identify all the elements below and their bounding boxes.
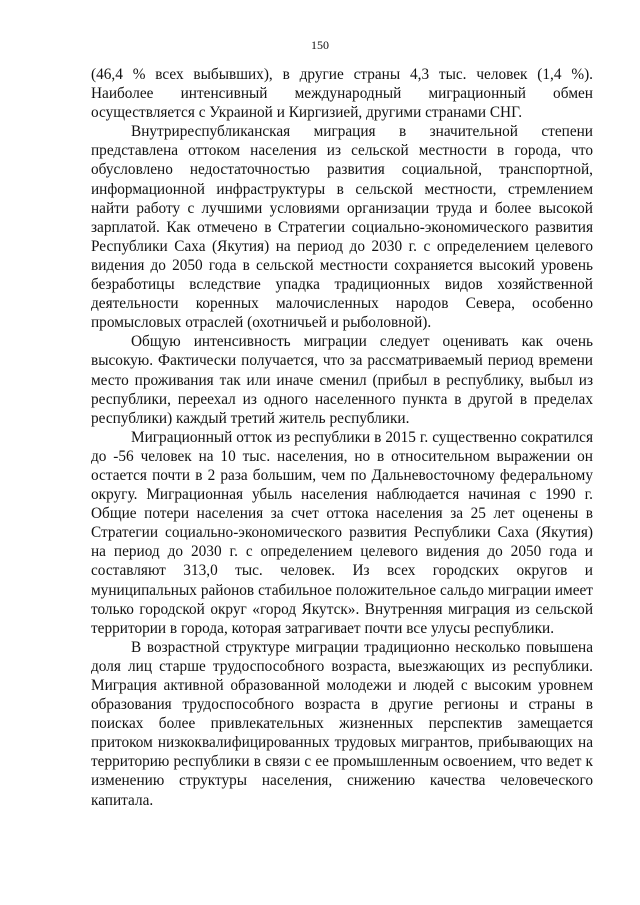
document-body [91,65,593,810]
paragraph-age-structure: В возрастной структуре миграции традиционно несколько повышена доля лиц старше трудоспособного возраста, выезжающих из республики. Миграция активной образованной молодежи и людей с высоким уровнем образования трудоспособного возраста в другие регионы и страны в поисках более привлекательных жизненных перспектив замещается притоком низкоквалифицированных трудовых мигрантов, прибывающих на территорию республики в связи с ее промышленным освоением, что ведет к изменению структуры населения, снижению качества человеческого капитала. [91,638,593,809]
paragraph-migration-outflow: Миграционный отток из республики в 2015 г. существенно сократился до -56 человек на 10 тыс. населения, но в относительном выражении он остается почти в 2 раза большим, чем по Дальневосточному федеральному округу. Миграционная убыль населения наблюдается начиная с 1990 г. Общие потери населения за счет оттока населения за 25 лет оценены в Стратегии социально-экономического развития Республики Саха (Якутия) на период до 2030 г. с определением целевого видения до 2050 года и составляют 313,0 тыс. человек. Из всех городских округов и муниципальных районов стабильное положительное сальдо миграции имеет только городской округ «город Якутск». Внутренняя миграция из сельской территории в города, которая затрагивает почти все улусы республики. [91,428,593,637]
paragraph-continuation: (46,4 % всех выбывших), в другие страны 4,3 тыс. человек (1,4 %). Наиболее интенсивный международный миграционный обмен осуществляется с Украиной и Киргизией, другими странами СНГ. [91,66,593,122]
paragraph-migration-intensity: Общую интенсивность миграции следует оценивать как очень высокую. Фактически получается, что за рассматриваемый период времени место проживания так или иначе сменил (прибыл в республику, выбыл из республики, переехал из одного населенного пункта в другой в пределах республики) каждый третий житель республики. [91,333,593,427]
page-number: 150 [311,38,329,52]
paragraph-internal-migration: Внутриреспубликанская миграция в значительной степени представлена оттоком населения из сельской местности в города, что обусловлено недостаточностью развития социальной, транспортной, информационной инфраструктуры в сельской местности, стремлением найти работу с лучшими условиями организации труда и более высокой зарплатой. Как отмечено в Стратегии социально-экономического развития Республики Саха (Якутия) на период до 2030 г. с определением целевого видения до 2050 года в сельской местности сохраняется высокий уровень безработицы вследствие упадка традиционных видов хозяйственной деятельности коренных малочисленных народов Севера, особенно промысловых отраслей (охотничьей и рыболовной). [91,123,593,332]
